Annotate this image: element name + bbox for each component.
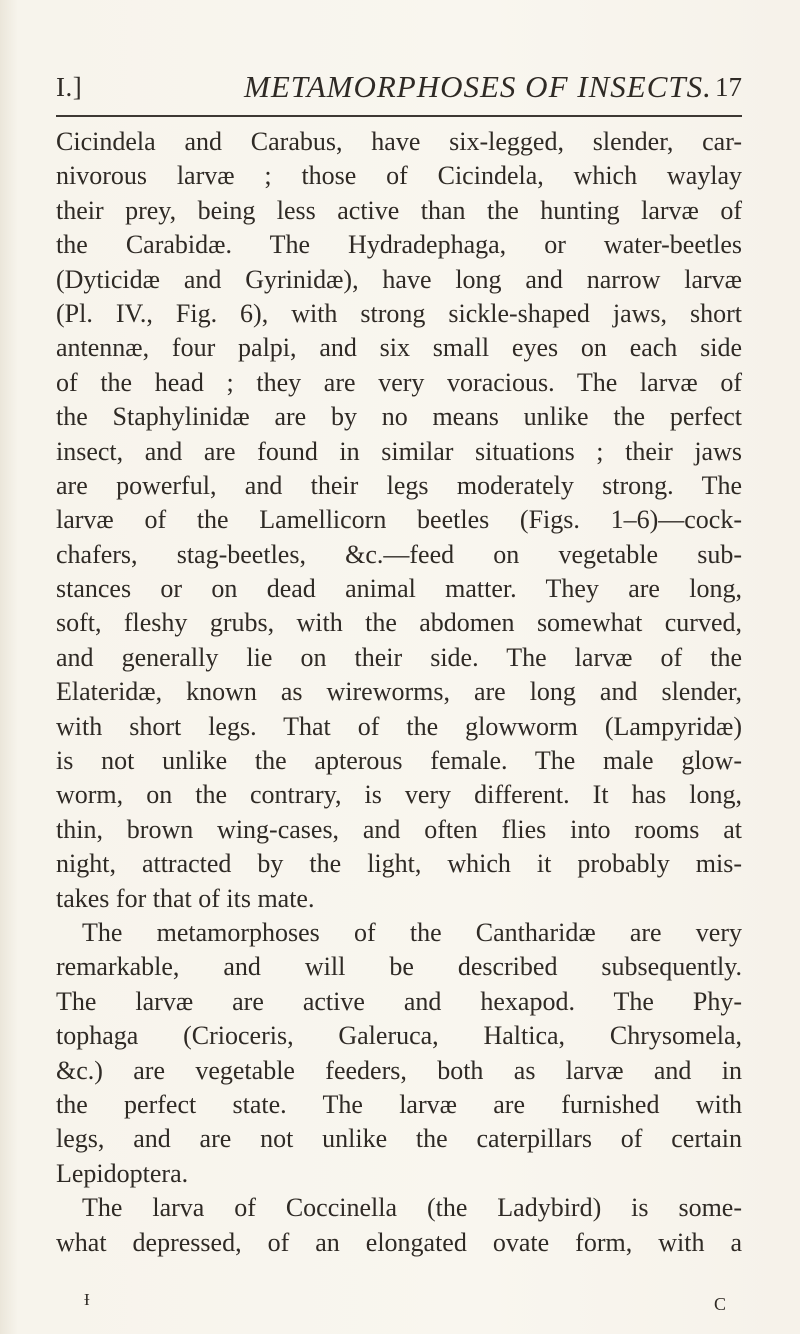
text-line: The metamorphoses of the Cantharidæ are very bbox=[82, 917, 742, 947]
chapter-number: I.] bbox=[56, 72, 83, 102]
text-line: The larva of Coccinella (the Ladybird) is some- bbox=[82, 1193, 742, 1223]
signature-letter: C bbox=[714, 1294, 727, 1314]
text-line: and generally lie on their side. The larvæ of the bbox=[56, 642, 742, 672]
text-line: soft, fleshy grubs, with the abdomen somewhat curved, bbox=[56, 608, 742, 638]
text-line: with short legs. That of the glowworm (Lampyridæ) bbox=[56, 711, 742, 741]
text-line: remarkable, and will be described subsequently. bbox=[56, 952, 742, 982]
header-rule bbox=[56, 115, 742, 117]
text-line: the Staphylinidæ are by no means unlike the perfect bbox=[56, 402, 742, 432]
text-line: thin, brown wing-cases, and often flies into rooms at bbox=[56, 814, 742, 844]
text-line: the perfect state. The larvæ are furnished with bbox=[56, 1089, 742, 1119]
text-line: nivorous larvæ ; those of Cicindela, which waylay bbox=[56, 161, 742, 191]
text-line: Elateridæ, known as wireworms, are long and slender, bbox=[56, 677, 742, 707]
text-line: their prey, being less active than the hunting larvæ of bbox=[56, 195, 742, 225]
text-line: (Dyticidæ and Gyrinidæ), have long and narrow larvæ bbox=[56, 264, 742, 294]
text-line: stances or on dead animal matter. They are long, bbox=[56, 574, 742, 604]
text-line: what depressed, of an elongated ovate form, with a bbox=[56, 1227, 742, 1257]
page-header bbox=[56, 62, 742, 104]
text-line: insect, and are found in similar situations ; their jaws bbox=[56, 436, 742, 466]
text-line: the Carabidæ. The Hydradephaga, or water-beetles bbox=[56, 230, 742, 260]
text-line: The larvæ are active and hexapod. The Phy- bbox=[56, 986, 742, 1016]
text-line: of the head ; they are very voracious. The larvæ of bbox=[56, 367, 742, 397]
text-line: tophaga (Crioceris, Galeruca, Haltica, Chrysomela, bbox=[56, 1021, 742, 1051]
text-line: are powerful, and their legs moderately strong. The bbox=[56, 470, 742, 500]
text-line: larvæ of the Lamellicorn beetles (Figs. 1–6)—cock- bbox=[56, 505, 742, 535]
text-line: chafers, stag-beetles, &c.—feed on vegetable sub- bbox=[56, 539, 742, 569]
text-line: is not unlike the apterous female. The male glow- bbox=[56, 746, 742, 776]
running-title: METAMORPHOSES OF INSECTS. bbox=[244, 69, 712, 104]
text-line: night, attracted by the light, which it probably mis- bbox=[56, 849, 742, 879]
text-line: &c.) are vegetable feeders, both as larvæ and in bbox=[56, 1055, 742, 1085]
page-number: 17 bbox=[715, 72, 742, 102]
text-line: antennæ, four palpi, and six small eyes on each side bbox=[56, 333, 742, 363]
text-line: (Pl. IV., Fig. 6), with strong sickle-shaped jaws, short bbox=[56, 298, 742, 328]
text-line: legs, and are not unlike the caterpillars of certain bbox=[56, 1124, 742, 1154]
body-text bbox=[56, 125, 742, 1260]
text-line: worm, on the contrary, is very different. It has long, bbox=[56, 780, 742, 810]
text-line: Lepidoptera. bbox=[56, 1158, 189, 1188]
text-line: takes for that of its mate. bbox=[56, 883, 315, 913]
text-line: Cicindela and Carabus, have six-legged, slender, car- bbox=[56, 127, 742, 156]
signature-mark: Ɨ bbox=[84, 1290, 90, 1309]
